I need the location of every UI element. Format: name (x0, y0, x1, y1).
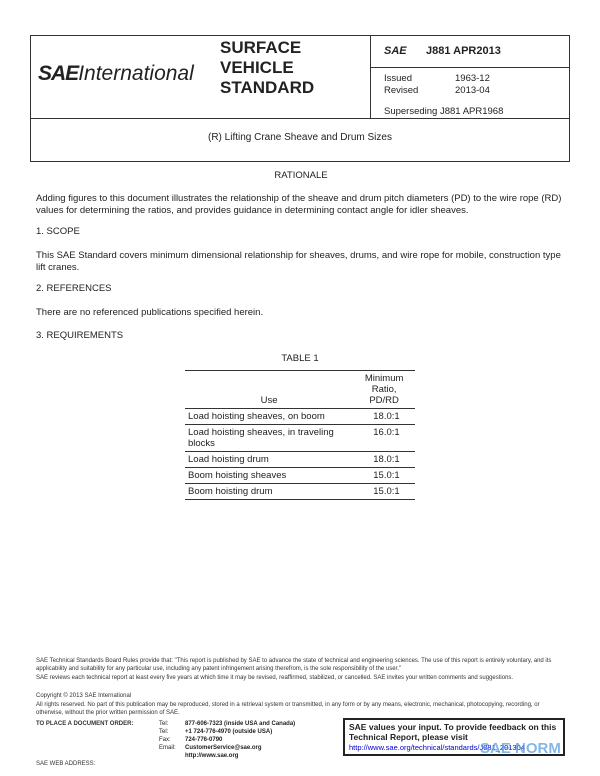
divider (30, 118, 570, 119)
contact-value: +1 724-776-4970 (outside USA) (185, 729, 273, 735)
section-text: This SAE Standard covers minimum dimensional relationship for sheaves, drums, and wire rope for mobile, construction type lift cranes. (36, 250, 561, 273)
contact-value: 877-606-7323 (inside USA and Canada) (185, 721, 296, 727)
issued-label: Issued (384, 73, 412, 84)
contact-value: http://www.sae.org (185, 753, 239, 759)
contact-line (159, 728, 295, 736)
order-label: TO PLACE A DOCUMENT ORDER: (36, 721, 134, 727)
sae-norm-watermark: SAE NORM (480, 740, 561, 757)
divider (370, 35, 371, 119)
use-cell: Load hoisting sheaves, in traveling blocks (188, 427, 334, 449)
revised-label: Revised (384, 85, 419, 96)
contact-label: Fax: (159, 737, 171, 743)
rules-text: SAE Technical Standards Board Rules provide that: "This report is published by SAE to advance the state of technical and engineering sciences. The use of this report is entirely voluntary, and its applicability and suitability for any particular use, including any patent infringement arising therefrom, is the sole responsibility of the user." (36, 658, 552, 672)
use-cell: Boom hoisting sheaves (188, 470, 287, 481)
issued-date: 1963-12 (455, 73, 490, 84)
revised-date: 2013-04 (455, 85, 490, 96)
contact-value: 724-776-0790 (185, 737, 223, 743)
contact-label: Tel: (159, 729, 169, 735)
use-cell: Load hoisting drum (188, 454, 269, 465)
web-label: SAE WEB ADDRESS: (36, 761, 96, 767)
table-row (185, 409, 415, 425)
use-cell: Load hoisting sheaves, on boom (188, 411, 325, 422)
contact-line (159, 744, 295, 752)
contact-line (159, 752, 295, 760)
feedback-link[interactable]: http://www.sae.org/technical/standards/J881_201304 (349, 743, 525, 752)
ratio-cell: 18.0:1 (373, 411, 400, 422)
ratio-cell: 18.0:1 (373, 454, 400, 465)
rationale-text: Adding figures to this document illustrates the relationship of the sheave and drum pitch diameters (PD) to the wire rope (RD) values for determining the ratios, and provides guidance in determining contact angle for idler sheaves. (36, 193, 562, 216)
review-text: SAE reviews each technical report at least every five years at which time it may be revised, reaffirmed, stabilized, or cancelled. SAE invites your written comments and suggestions. (36, 675, 514, 681)
section-heading: 2. REFERENCES (36, 283, 112, 294)
contact-line (159, 720, 295, 728)
sae-international-logo: SAEInternational (38, 62, 194, 85)
table-row (185, 468, 415, 484)
contact-label: Email: (159, 745, 176, 751)
contact-value: CustomerService@sae.org (185, 745, 262, 751)
col-header: Minimum Ratio, PD/RD (364, 373, 404, 406)
section-heading: 3. REQUIREMENTS (36, 330, 124, 341)
contact-line (159, 736, 295, 744)
contact-label: Tel: (159, 721, 169, 727)
table-row (185, 452, 415, 468)
feedback-box: SAE values your input. To provide feedback on this Technical Report, please visit http://www.sae.org/technical/standards/J881_201304 (343, 718, 565, 756)
table-caption: TABLE 1 (281, 353, 319, 364)
section-text: There are no referenced publications specified herein. (36, 307, 264, 318)
col-header: Use (260, 395, 278, 406)
table-row (185, 425, 415, 452)
superseding: Superseding J881 APR1968 (384, 106, 504, 117)
ratio-cell: 15.0:1 (373, 486, 400, 497)
doc-number: J881 APR2013 (426, 45, 501, 57)
doc-type: SURFACE VEHICLE STANDARD (220, 38, 315, 97)
requirements-table (185, 370, 415, 500)
divider (370, 67, 570, 68)
copyright: Copyright © 2013 SAE International (36, 693, 132, 699)
ratio-cell: 15.0:1 (373, 470, 400, 481)
rationale-heading: RATIONALE (274, 170, 328, 181)
use-cell: Boom hoisting drum (188, 486, 273, 497)
ratio-cell: 16.0:1 (373, 427, 400, 438)
contacts (159, 720, 295, 760)
sae-mark: SAE (384, 45, 407, 57)
rights-text: All rights reserved. No part of this publication may be reproduced, stored in a retrieval system or transmitted, in any form or by any means, electronic, mechanical, photocopying, recording, or otherwise, without the prior written permission of SAE. (36, 702, 540, 716)
table-row (185, 484, 415, 500)
section-heading: 1. SCOPE (36, 226, 80, 237)
document-title: (R) Lifting Crane Sheave and Drum Sizes (208, 132, 392, 143)
